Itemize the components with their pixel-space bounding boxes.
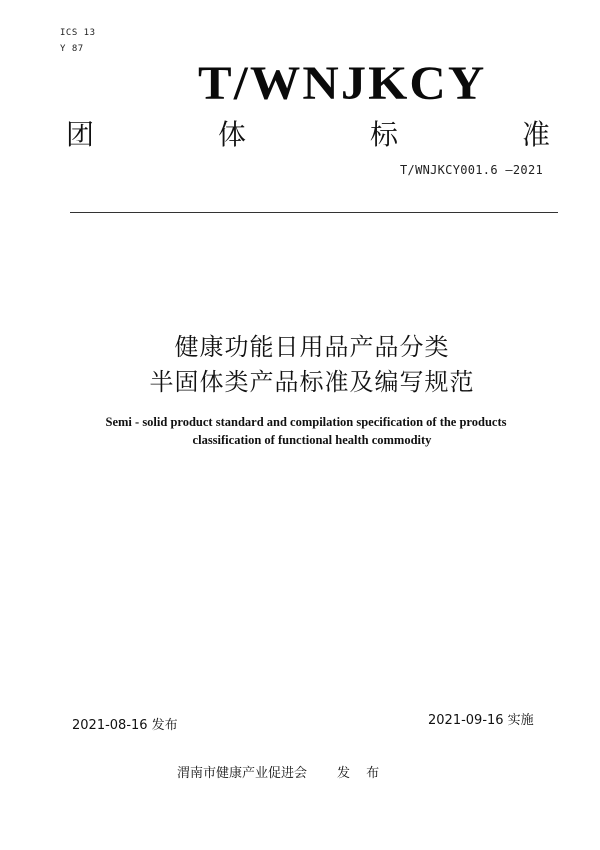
ccs-code: Y 87	[60, 44, 84, 54]
title-cn-line1: 健康功能日用品产品分类	[174, 333, 450, 361]
publisher-line	[177, 762, 385, 781]
publish-label: 发 布	[337, 766, 386, 781]
group-standard-char: 准	[521, 118, 550, 151]
publisher-name: 渭南市健康产业促进会	[177, 766, 308, 781]
standard-code-logo: T/WNJKCY	[198, 57, 487, 110]
header-divider	[70, 212, 558, 213]
group-standard-char: 体	[217, 118, 246, 151]
ics-code: ICS 13	[60, 28, 96, 38]
group-standard-heading	[60, 113, 560, 153]
standard-number: T/WNJKCY001.6 —2021	[400, 163, 543, 177]
title-en-line2: classification of functional health commodity	[192, 433, 432, 447]
title-cn-line2: 半固体类产品标准及编写规范	[149, 368, 475, 396]
issue-date: 2021-08-16 发布	[72, 718, 178, 733]
group-standard-char: 团	[66, 118, 95, 151]
implementation-date: 2021-09-16 实施	[428, 713, 534, 728]
title-en-line1: Semi - solid product standard and compilation specification of the products	[105, 415, 507, 429]
group-standard-char: 标	[369, 118, 398, 151]
